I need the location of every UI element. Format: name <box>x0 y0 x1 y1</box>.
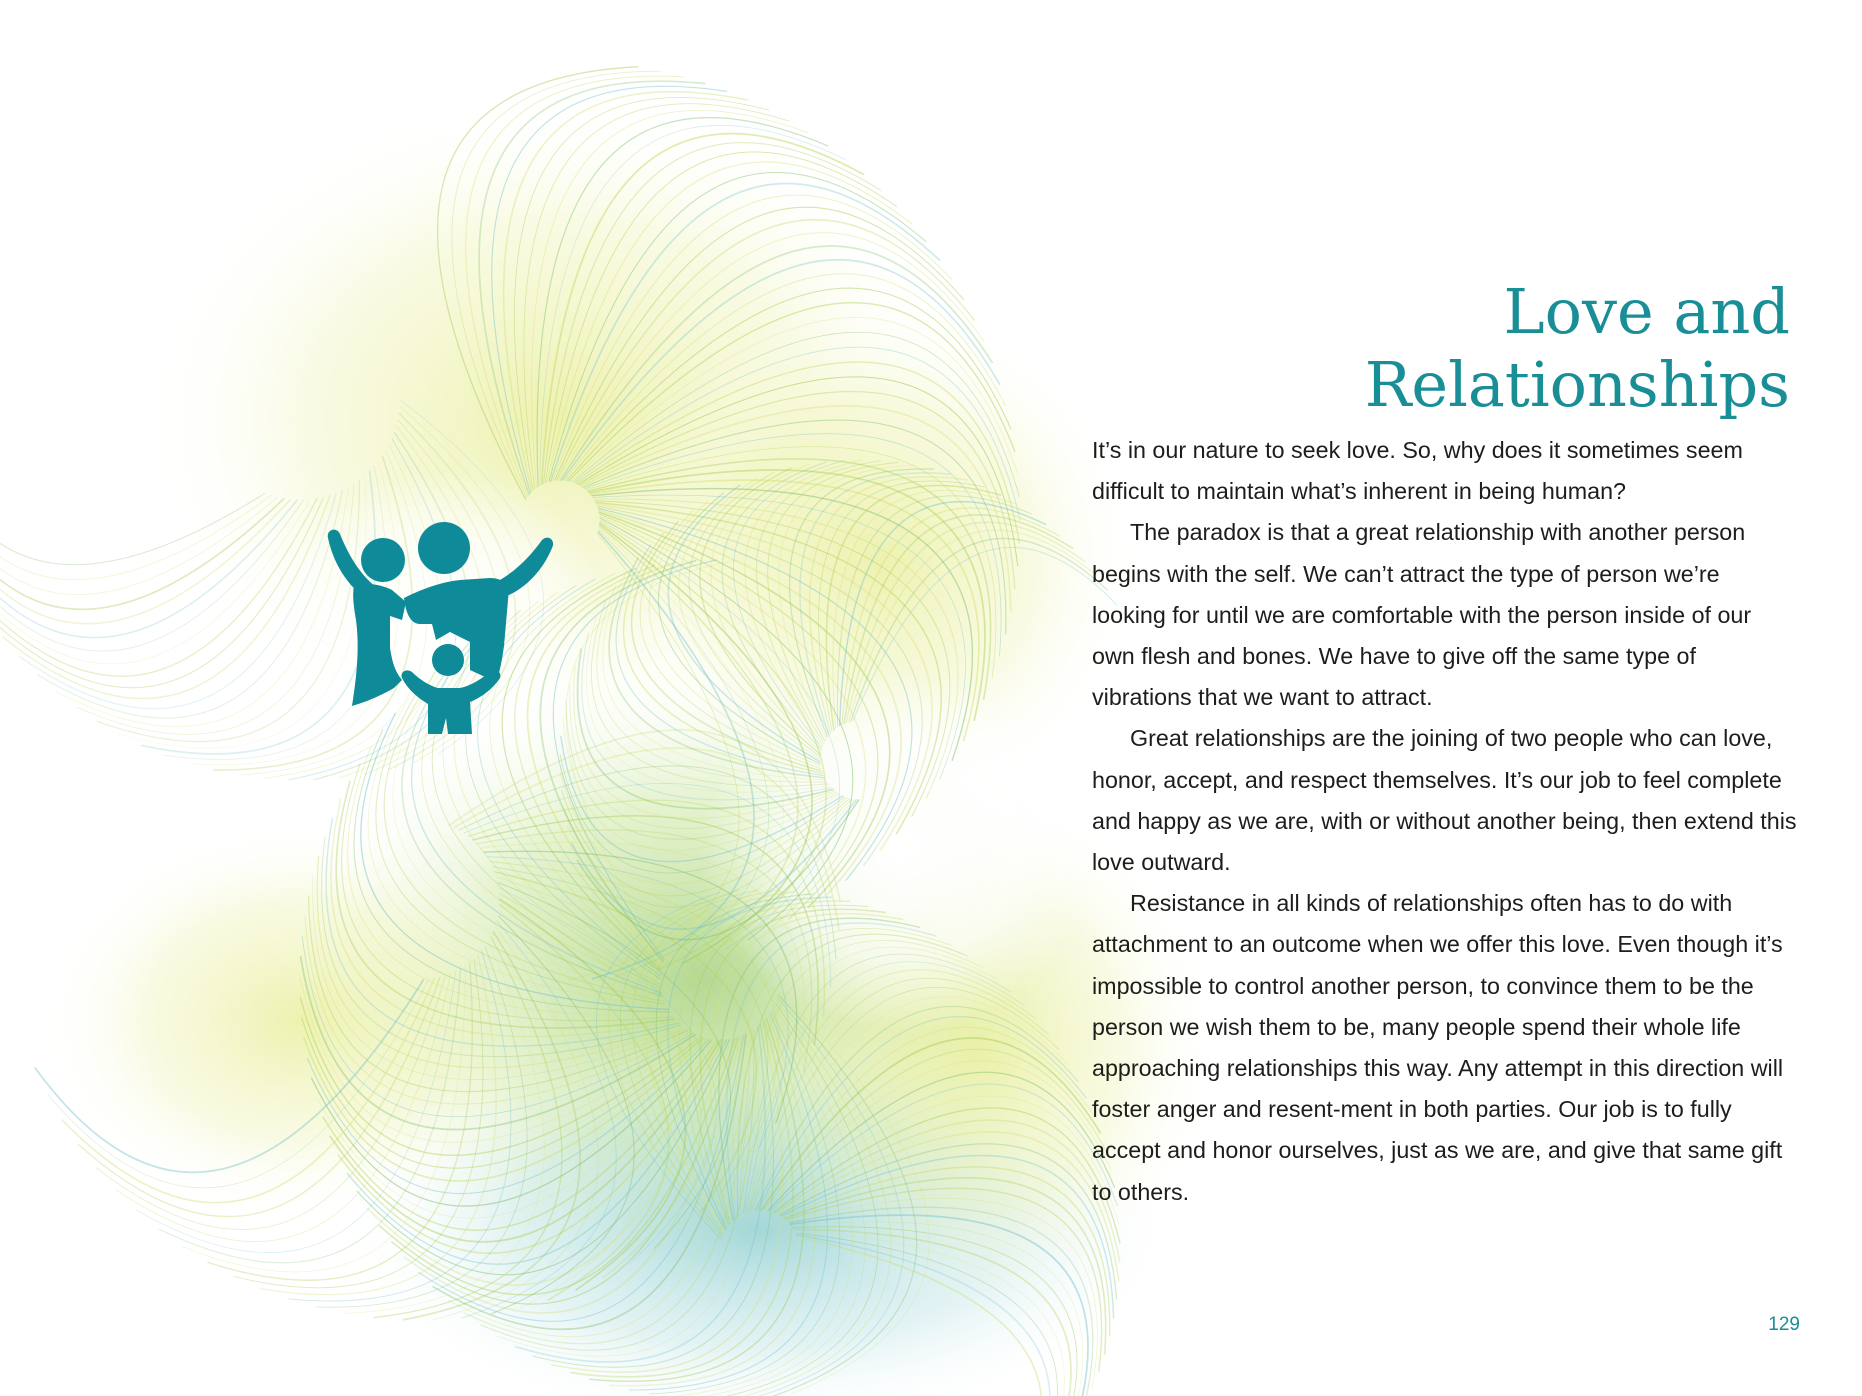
paragraph: Great relationships are the joining of two people who can love, honor, accept, and respect themselves. It’s our job to feel complete and happy as we are, with or without another being, then extend this love outward. <box>1092 725 1797 876</box>
paragraph: It’s in our nature to seek love. So, why does it sometimes seem difficult to maintain what’s inherent in being human? <box>1092 437 1743 505</box>
body-text <box>1092 430 1798 1213</box>
family-icon <box>320 520 560 750</box>
page-number: 129 <box>1768 1314 1800 1335</box>
paragraph: The paradox is that a great relationship with another person begins with the self. We can’t attract the type of person we’re looking for until we are comfortable with the person inside of our own flesh and bones. We have to give off the same type of vibrations that we want to attract. <box>1092 519 1752 711</box>
paragraph: Resistance in all kinds of relationships often has to do with attachment to an outcome when we offer this love. Even though it’s impossible to control another person, to convince them to be the person we wish them to be, many people spend their whole life approaching relationships this way. Any attempt in this direction will foster anger and resent-ment in both parties. Our job is to fully accept and honor ourselves, just as we are, and give that same gift to others. <box>1092 890 1784 1205</box>
page-title: Love and Relationships <box>1364 275 1790 421</box>
